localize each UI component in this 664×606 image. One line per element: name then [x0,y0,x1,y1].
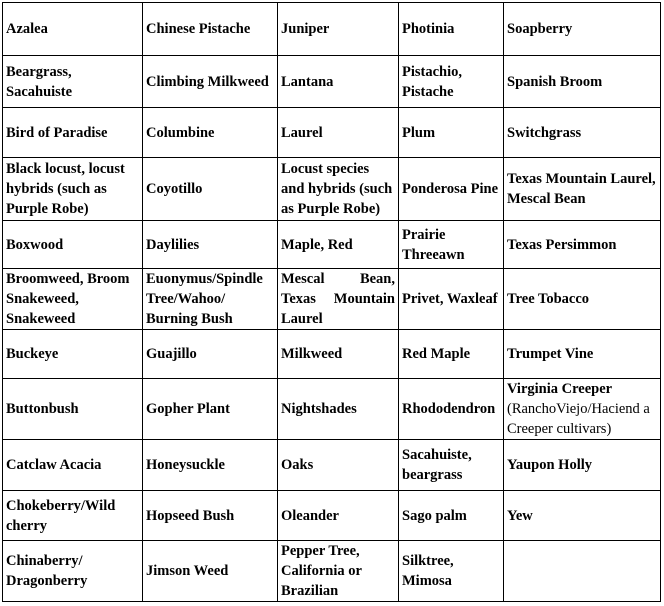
table-cell: Pistachio, Pistache [399,56,504,108]
table-cell: Trumpet Vine [504,330,661,379]
table-cell: Honeysuckle [143,440,278,491]
table-row [3,56,661,108]
table-cell: Hopseed Bush [143,491,278,541]
table-cell: Yew [504,491,661,541]
table-cell: Laurel [278,108,399,158]
table-cell: Buttonbush [3,379,143,440]
table-cell: Sago palm [399,491,504,541]
table-cell: Tree Tobacco [504,269,661,330]
table-cell: Black locust, locust hybrids (such as Purple Robe) [3,158,143,221]
table-cell: Maple, Red [278,221,399,269]
table-row [3,221,661,269]
table-row [3,108,661,158]
table-cell: Oleander [278,491,399,541]
table-cell: Locust species and hybrids (such as Purple Robe) [278,158,399,221]
table-cell: Pepper Tree, California or Brazilian [278,541,399,602]
table-cell: Photinia [399,3,504,56]
table-cell: Nightshades [278,379,399,440]
table-row [3,491,661,541]
table-cell: Guajillo [143,330,278,379]
table-cell: Columbine [143,108,278,158]
table-cell: Chinese Pistache [143,3,278,56]
table-cell: Euonymus/Spindle Tree/Wahoo/ Burning Bush [143,269,278,330]
table-cell: Beargrass, Sacahuiste [3,56,143,108]
table-row [3,379,661,440]
table-cell: Azalea [3,3,143,56]
table-cell [504,379,661,440]
table-cell: Climbing Milkweed [143,56,278,108]
table-cell: Soapberry [504,3,661,56]
table-row [3,3,661,56]
table-row [3,330,661,379]
table-cell: Red Maple [399,330,504,379]
table-cell: Yaupon Holly [504,440,661,491]
table-row [3,440,661,491]
plant-table [2,2,661,602]
cell-note: (RanchoViejo/Haciend a Creeper cultivars) [507,401,650,437]
table-cell: Catclaw Acacia [3,440,143,491]
table-cell: Spanish Broom [504,56,661,108]
table-cell: Texas Mountain Laurel, Mescal Bean [504,158,661,221]
table-cell: Daylilies [143,221,278,269]
table-cell: Milkweed [278,330,399,379]
table-cell: Prairie Threeawn [399,221,504,269]
table-cell: Ponderosa Pine [399,158,504,221]
table-cell: Gopher Plant [143,379,278,440]
table-cell: Boxwood [3,221,143,269]
table-cell: Coyotillo [143,158,278,221]
table-cell: Buckeye [3,330,143,379]
table-cell: Bird of Paradise [3,108,143,158]
table-cell: Silktree, Mimosa [399,541,504,602]
table-cell [504,541,661,602]
table-cell: Chokeberry/Wild cherry [3,491,143,541]
table-cell: Plum [399,108,504,158]
table-cell: Lantana [278,56,399,108]
table-cell: Jimson Weed [143,541,278,602]
table-cell: Oaks [278,440,399,491]
table-row [3,541,661,602]
table-cell: Privet, Waxleaf [399,269,504,330]
table-cell: Switchgrass [504,108,661,158]
table-cell: Chinaberry/ Dragonberry [3,541,143,602]
table-cell: Broomweed, Broom Snakeweed, Snakeweed [3,269,143,330]
table-row [3,269,661,330]
table-cell: Sacahuiste, beargrass [399,440,504,491]
table-cell: Rhododendron [399,379,504,440]
cell-label: Virginia Creeper [507,381,613,397]
table-cell: Mescal Bean, Texas Mountain Laurel [278,269,399,330]
table-row [3,158,661,221]
table-cell: Juniper [278,3,399,56]
table-cell: Texas Persimmon [504,221,661,269]
